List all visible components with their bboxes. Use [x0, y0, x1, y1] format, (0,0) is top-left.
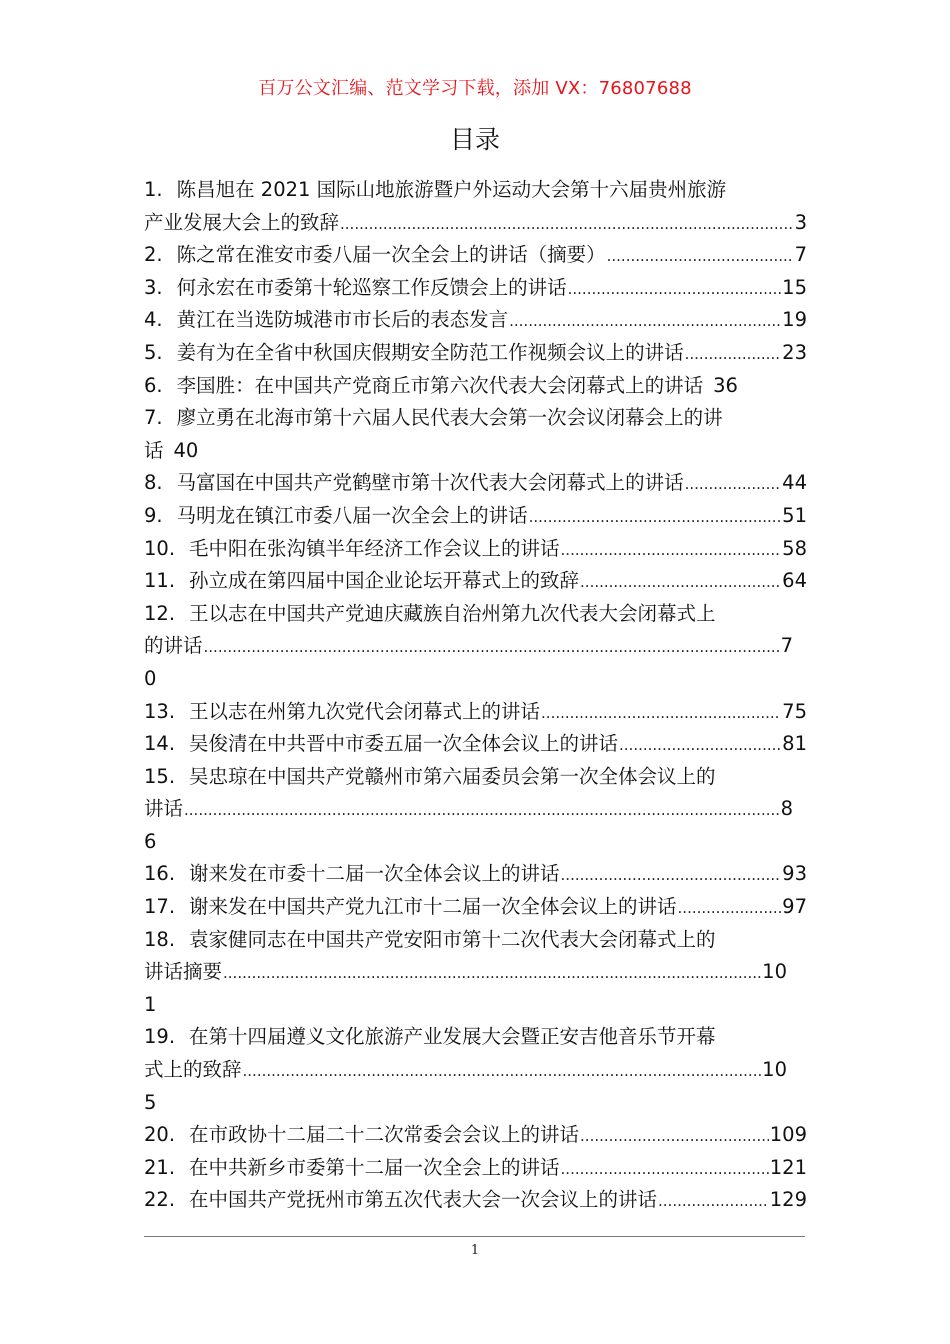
toc-entry-19-page-wrap	[144, 1087, 807, 1120]
leader-dots	[204, 631, 780, 663]
toc-title: 吴俊清在中共晋中市委五届一次全体会议上的讲话	[189, 732, 619, 756]
toc-entry-4[interactable]	[144, 304, 807, 337]
promo-banner: 百万公文汇编、范文学习下载，添加 VX：76807688	[258, 78, 692, 99]
toc-entry-6[interactable]	[144, 370, 807, 403]
toc-entry-14[interactable]	[144, 728, 807, 761]
toc-entry-15-page-wrap	[144, 826, 807, 859]
toc-number: 6.	[144, 373, 163, 397]
toc-title: 王以志在中国共产党迪庆藏族自治州第九次代表大会闭幕式上	[189, 601, 716, 625]
toc-page: 121	[769, 1155, 807, 1179]
leader-dots	[580, 566, 781, 598]
toc-title: 产业发展大会上的致辞	[144, 210, 340, 234]
toc-number: 9.	[144, 503, 163, 527]
leader-dots	[243, 1055, 762, 1087]
toc-title: 孙立成在第四届中国企业论坛开幕式上的致辞	[189, 569, 580, 593]
toc-title: 黄江在当选防城港市市长后的表态发言	[176, 308, 509, 332]
toc-title: 袁家健同志在中国共产党安阳市第十二次代表大会闭幕式上的	[189, 927, 716, 951]
toc-entry-12[interactable]	[144, 598, 807, 631]
toc-entry-20[interactable]	[144, 1119, 807, 1152]
toc-entry-10[interactable]	[144, 533, 807, 566]
toc-number: 10.	[144, 536, 176, 560]
leader-dots	[568, 273, 782, 305]
toc-title: 姜有为在全省中秋国庆假期安全防范工作视频会议上的讲话	[176, 340, 684, 364]
toc-entry-16[interactable]	[144, 858, 807, 891]
leader-dots	[561, 1153, 769, 1185]
toc-page: 75	[782, 699, 807, 723]
toc-number: 2.	[144, 243, 163, 267]
toc-title: 讲话摘要	[144, 960, 223, 984]
toc-title: 王以志在州第九次党代会闭幕式上的讲话	[189, 699, 541, 723]
toc-title: 吴忠琼在中国共产党赣州市第六届委员会第一次全体会议上的	[189, 764, 716, 788]
toc-entry-5[interactable]	[144, 337, 807, 370]
toc-page: 44	[782, 471, 807, 495]
toc-page: 40	[173, 438, 199, 462]
toc-page-continued: 0	[144, 666, 157, 690]
toc-title: 的讲话	[144, 634, 203, 658]
page-title: 目录	[449, 125, 500, 154]
toc-entry-19[interactable]	[144, 1021, 807, 1054]
toc-entry-9[interactable]	[144, 500, 807, 533]
toc-page: 51	[782, 503, 807, 527]
toc-number: 15.	[144, 764, 176, 788]
toc-title: 在第十四届遵义文化旅游产业发展大会暨正安吉他音乐节开幕	[189, 1025, 716, 1049]
toc-title: 在中共新乡市委第十二届一次全会上的讲话	[189, 1155, 560, 1179]
toc-page-continued: 1	[144, 992, 157, 1016]
table-of-contents	[144, 174, 807, 1217]
toc-page-continued: 6	[144, 829, 157, 853]
toc-page: 19	[782, 308, 807, 332]
toc-entry-13[interactable]	[144, 696, 807, 729]
toc-entry-21[interactable]	[144, 1152, 807, 1185]
toc-entry-22[interactable]	[144, 1184, 807, 1217]
toc-entry-3[interactable]	[144, 272, 807, 305]
toc-page: 58	[782, 536, 807, 560]
toc-entry-11[interactable]	[144, 565, 807, 598]
toc-number: 19.	[144, 1025, 176, 1049]
toc-page: 109	[769, 1123, 807, 1147]
toc-page: 7	[780, 634, 793, 658]
toc-page: 36	[713, 373, 738, 397]
toc-entry-7[interactable]	[144, 402, 807, 435]
toc-title: 李国胜：在中国共产党商丘市第六次代表大会闭幕式上的讲话	[176, 373, 704, 397]
leader-dots	[678, 892, 782, 924]
toc-title: 何永宏在市委第十轮巡察工作反馈会上的讲话	[176, 275, 567, 299]
toc-number: 1.	[144, 178, 163, 201]
toc-entry-15[interactable]	[144, 761, 807, 794]
toc-entry-19-cont[interactable]	[144, 1054, 807, 1087]
toc-title: 在中国共产党抚州市第五次代表大会一次会议上的讲话	[189, 1188, 658, 1212]
leader-dots	[607, 240, 794, 272]
toc-page: 10	[762, 1058, 787, 1082]
toc-page: 3	[794, 210, 807, 234]
toc-number: 12.	[144, 601, 176, 625]
toc-number: 8.	[144, 471, 163, 495]
toc-number: 16.	[144, 862, 176, 886]
leader-dots	[541, 697, 781, 729]
toc-title: 话	[144, 438, 164, 462]
toc-title: 讲话	[144, 797, 184, 821]
toc-page: 7	[794, 243, 807, 267]
leader-dots	[580, 1120, 769, 1152]
leader-dots	[685, 468, 782, 500]
leader-dots	[685, 338, 782, 370]
toc-title: 谢来发在市委十二届一次全体会议上的讲话	[189, 862, 560, 886]
toc-number: 22.	[144, 1188, 176, 1212]
toc-title: 马明龙在镇江市委八届一次全会上的讲话	[176, 503, 528, 527]
toc-page: 81	[782, 732, 807, 756]
leader-dots	[529, 501, 782, 533]
toc-title: 陈昌旭在 2021 国际山地旅游暨户外运动大会第十六届贵州旅游	[176, 178, 727, 201]
toc-number: 21.	[144, 1155, 176, 1179]
toc-entry-12-cont[interactable]	[144, 630, 807, 663]
toc-entry-8[interactable]	[144, 467, 807, 500]
toc-entry-12-page-wrap	[144, 663, 807, 696]
toc-page: 8	[780, 797, 793, 821]
toc-page: 10	[762, 960, 787, 984]
toc-page: 129	[769, 1188, 807, 1212]
toc-title: 马富国在中国共产党鹤壁市第十次代表大会闭幕式上的讲话	[176, 471, 684, 495]
leader-dots	[619, 729, 781, 761]
toc-entry-18-cont[interactable]	[144, 956, 807, 989]
toc-title: 式上的致辞	[144, 1058, 242, 1082]
toc-number: 13.	[144, 699, 176, 723]
toc-page: 97	[782, 895, 807, 919]
toc-title: 毛中阳在张沟镇半年经济工作会议上的讲话	[189, 536, 560, 560]
toc-entry-17[interactable]	[144, 891, 807, 924]
leader-dots	[184, 794, 780, 826]
toc-number: 17.	[144, 895, 176, 919]
leader-dots	[340, 208, 794, 240]
toc-number: 5.	[144, 340, 163, 364]
toc-page: 15	[782, 275, 807, 299]
toc-entry-18[interactable]	[144, 924, 807, 957]
toc-entry-2[interactable]	[144, 239, 807, 272]
toc-entry-1-cont[interactable]	[144, 207, 807, 240]
toc-page-continued: 5	[144, 1090, 157, 1114]
toc-title: 谢来发在中国共产党九江市十二届一次全体会议上的讲话	[189, 895, 677, 919]
toc-number: 11.	[144, 569, 176, 593]
toc-number: 14.	[144, 732, 176, 756]
toc-number: 3.	[144, 275, 163, 299]
toc-entry-15-cont[interactable]	[144, 793, 807, 826]
toc-entry-1[interactable]	[144, 174, 807, 207]
leader-dots	[561, 859, 782, 891]
toc-entry-7-cont[interactable]	[144, 435, 807, 468]
footer-divider	[144, 1236, 805, 1237]
toc-page: 93	[782, 862, 807, 886]
toc-number: 7.	[144, 406, 163, 430]
page-number: 1	[470, 1243, 480, 1258]
leader-dots	[561, 534, 782, 566]
toc-page: 64	[782, 569, 807, 593]
leader-dots	[509, 305, 781, 337]
toc-entry-18-page-wrap	[144, 989, 807, 1022]
toc-number: 4.	[144, 308, 163, 332]
toc-title: 廖立勇在北海市第十六届人民代表大会第一次会议闭幕会上的讲	[176, 406, 723, 430]
toc-number: 20.	[144, 1123, 176, 1147]
toc-title: 在市政协十二届二十二次常委会会议上的讲话	[189, 1123, 580, 1147]
leader-dots	[658, 1185, 769, 1217]
leader-dots	[223, 957, 761, 989]
toc-title: 陈之常在淮安市委八届一次全会上的讲话（摘要）	[176, 243, 606, 267]
toc-number: 18.	[144, 927, 176, 951]
toc-page: 23	[782, 340, 807, 364]
